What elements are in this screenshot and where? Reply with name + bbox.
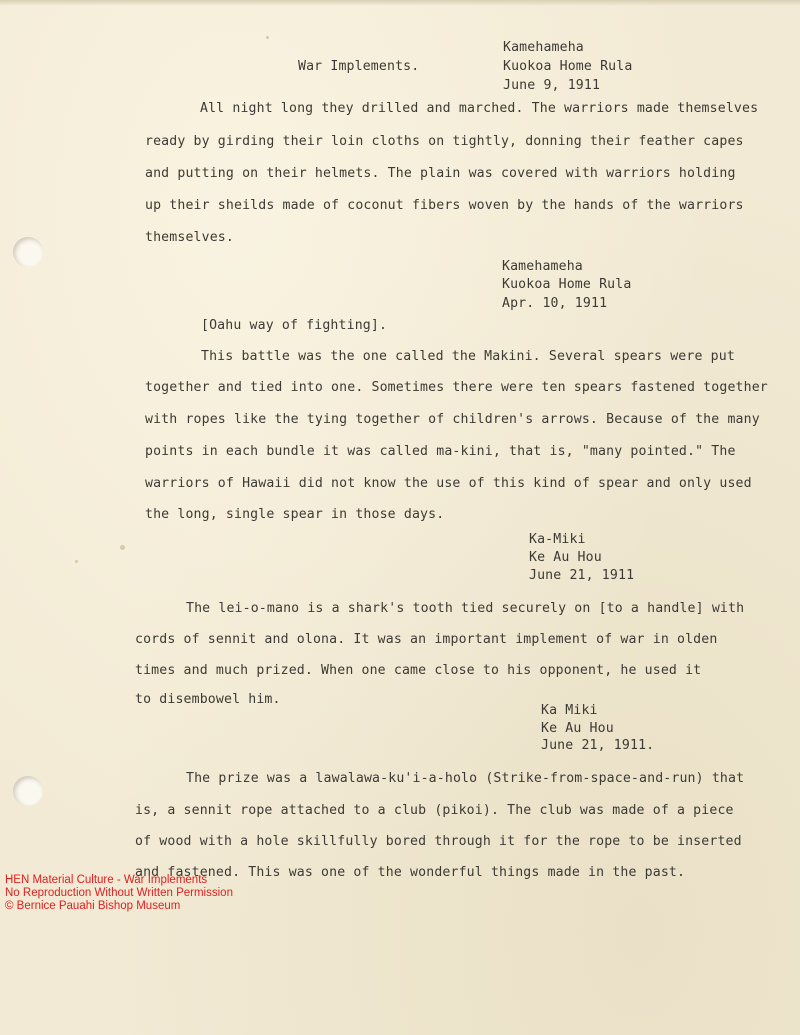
watermark-line: No Reproduction Without Written Permission (5, 887, 233, 899)
document-title: War Implements. (298, 59, 420, 74)
punch-hole-top (13, 237, 43, 267)
source-publication: Kuokoa Home Rula (503, 59, 633, 74)
paragraph-line: with ropes like the tying together of children's arrows. Because of the many (145, 412, 760, 427)
paper-speck (266, 36, 269, 39)
paragraph-line: of wood with a hole skillfully bored through it for the rope to be inserted (135, 834, 742, 849)
paragraph-line: the long, single spear in those days. (145, 507, 445, 522)
paragraph-line: This battle was the one called the Makini. Several spears were put (201, 349, 735, 364)
source-name: Kamehameha (503, 40, 584, 55)
citation-date: June 21, 1911. (541, 738, 655, 753)
citation-name: Ka-Miki (529, 532, 586, 547)
citation-publication: Ke Au Hou (529, 550, 602, 565)
paragraph-line: cords of sennit and olona. It was an important implement of war in olden (135, 632, 718, 647)
citation-name: Kamehameha (502, 259, 583, 274)
section-subheading: [Oahu way of fighting]. (201, 318, 388, 333)
paragraph-line: The prize was a lawalawa-ku'i-a-holo (Strike-from-space-and-run) that (186, 771, 745, 786)
citation-date: June 21, 1911 (529, 568, 635, 583)
paper-speck (75, 560, 78, 563)
watermark-line: HEN Material Culture - War Implements (5, 874, 208, 886)
paragraph-line: warriors of Hawaii did not know the use of this kind of spear and only used (145, 476, 752, 491)
punch-hole-bottom (13, 776, 43, 806)
paragraph-line: times and much prized. When one came close to his opponent, he used it (135, 663, 702, 678)
paragraph-line: points in each bundle it was called ma-kini, that is, "many pointed." The (145, 444, 736, 459)
paragraph-line: All night long they drilled and marched. The warriors made themselves (200, 101, 759, 116)
page-top-edge (0, 0, 800, 6)
paragraph-line: is, a sennit rope attached to a club (pikoi). The club was made of a piece (135, 803, 734, 818)
citation-date: Apr. 10, 1911 (502, 296, 608, 311)
paragraph-line: themselves. (145, 230, 234, 245)
paragraph-line: to disembowel him. (135, 692, 281, 707)
citation-name: Ka Miki (541, 703, 598, 718)
source-date: June 9, 1911 (503, 78, 601, 93)
paragraph-line: ready by girding their loin cloths on tightly, donning their feather capes (145, 134, 744, 149)
watermark-line: © Bernice Pauahi Bishop Museum (5, 900, 181, 912)
paragraph-line: up their sheilds made of coconut fibers woven by the hands of the warriors (145, 198, 744, 213)
citation-publication: Ke Au Hou (541, 721, 614, 736)
citation-publication: Kuokoa Home Rula (502, 277, 632, 292)
paragraph-line: and putting on their helmets. The plain was covered with warriors holding (145, 166, 736, 181)
paragraph-line: The lei-o-mano is a shark's tooth tied securely on [to a handle] with (186, 601, 745, 616)
paragraph-line: and fastened. This was one of the wonderful things made in the past. (135, 865, 686, 880)
paragraph-line: together and tied into one. Sometimes there were ten spears fastened together (145, 380, 768, 395)
paper-speck (120, 545, 125, 550)
